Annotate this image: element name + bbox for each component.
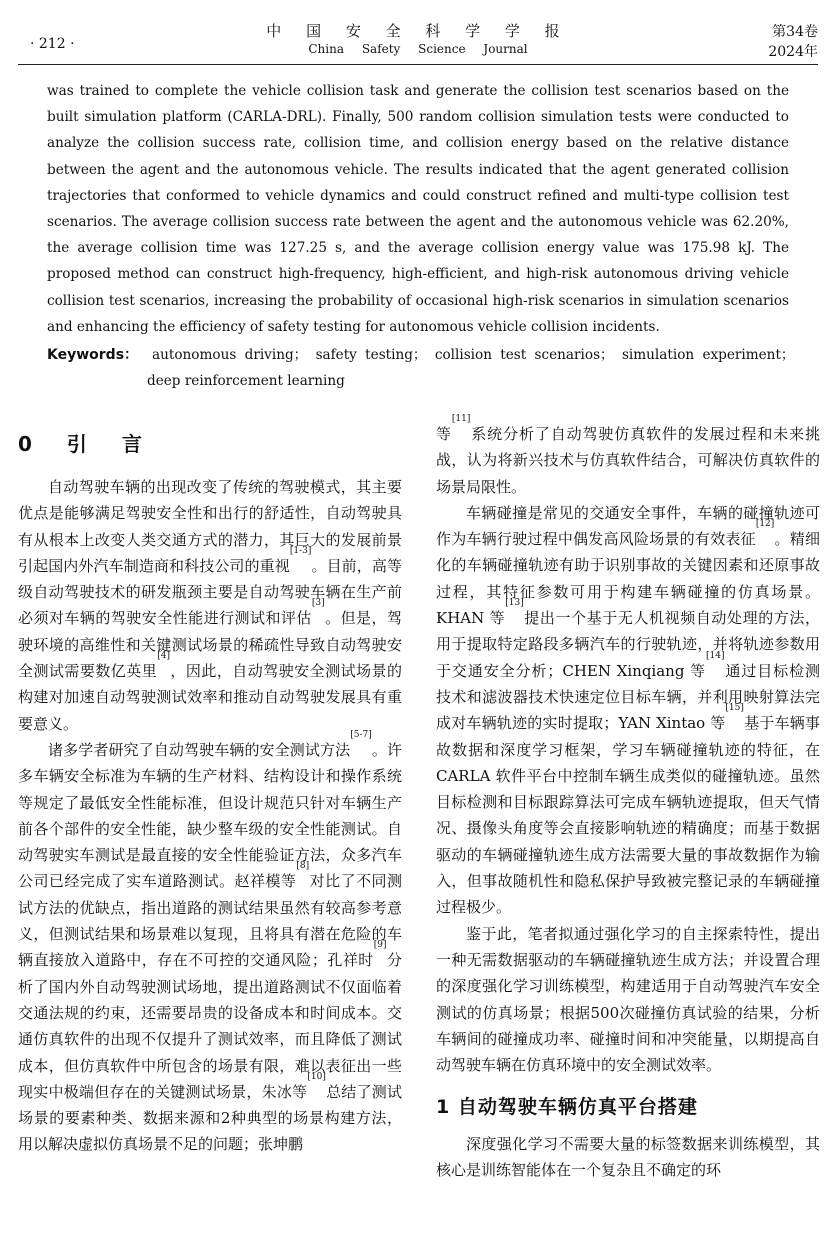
text-run: ，因此，自动驾驶安全测试场景的构建对加速自动驾驶测试效率和推动自动驾驶发展具有重要意义。 [18,662,402,733]
left-column [18,474,402,1158]
keywords-line1: autonomous driving； safety testing； collision test scenarios； simulation experiment； [152,347,795,363]
text-run: 自动驾驶车辆的出现改变了传统的驾驶模式，其主要优点是能够满足驾驶安全性和出行的舒适性，自动驾驶具有从根本上改变人类交通方式的潜力，其巨大的发展前景引起国内外汽车制造商和科技公司的重视 [18,478,402,575]
text-run: 。但是，驾驶环境的高维性和关键测试场景的稀疏性导致自动驾驶安全测试需要数亿英里 [18,609,402,681]
journal-title-cn: 中 国 安 全 科 学 学 报 [266,22,570,40]
text-run: 分析了国内外自动驾驶测试场地，提出道路测试不仅面临着交通法规的约束，还需要昂贵的设备成本和时间成本。交通仿真软件的出现不仅提升了测试效率，而且降低了测试成本，但仿真软件中所包含的场景有限，难以表征出一些现实中极端但存在的关键测试场景，朱冰等 [18,951,402,1101]
citation: [3] [311,598,325,609]
citation: [11] [451,414,471,424]
text-run: 。精细化的车辆碰撞轨迹有助于识别事故的关键因素和还原事故过程，其特征参数可用于构建车辆碰撞的仿真场景。KHAN 等 [436,530,820,628]
running-header [0,0,836,66]
abstract-text: was trained to complete the vehicle collision task and generate the collision test scenarios based on the built simulation platform (CARLA-DRL). Finally, 500 random collision simulation tests were conducted to analyze the collision success rate, collision time, and collision energy based on the relative distance between the agent and the autonomous vehicle. The results indicated that the agent generated collision trajectories that conformed to vehicle dynamics and could construct refined and multi-type collision test scenarios. The average collision success rate between the agent and the autonomous vehicle was 62.20%, the average collision time was 127.25 s, and the average collision energy value was 175.98 kJ. The proposed method can construct high-frequency, high-efficient, and high-risk autonomous driving vehicle collision test scenarios, increasing the probability of occasional high-risk scenarios in simulation scenarios and enhancing the efficiency of safety testing for autonomous vehicle collision incidents. [47,83,789,335]
volume: 第34卷 [772,24,818,40]
text-run: 车辆碰撞是常见的交通安全事件，车辆的碰撞轨迹可作为车辆行驶过程中偶发高风险场景的有效表征 [436,503,820,549]
citation: [8] [296,861,310,872]
year: 2024年 [768,44,818,60]
citation: [13] [505,598,524,609]
citation: [5-7] [350,729,372,740]
text-run: 。许多车辆安全标准为车辆的生产材料、结构设计和操作系统等规定了最低安全性能标准，但设计规范只针对车辆生产前各个部件的安全性能，缺少整车级的安全性能测试。自动驾驶实车测试是最直接的安全性能验证方法，众多汽车公司已经完成了实车道路测试。赵祥模等 [18,740,402,891]
paragraph: 深度强化学习不需要大量的标签数据来训练模型，其核心是训练智能体在一个复杂且不确定的环 [436,1134,820,1180]
keywords-line2: deep reinforcement learning [147,373,345,389]
text-run: 总结了测试场景的要素种类、数据来源和2种典型的场景构建方法，用以解决虚拟仿真场景不足的问题；张坤鹏 [18,1082,402,1154]
header-rule [18,64,818,65]
text-run: 通过目标检测技术和滤波器技术快速定位目标车辆，并利用映射算法完成对车辆轨迹的实时提取；YAN Xintao 等 [436,661,820,733]
citation: [10] [307,1071,326,1082]
paragraph: 鉴于此，笔者拟通过强化学习的自主探索特性，提出一种无需数据驱动的车辆碰撞轨迹生成方法；并设置合理的深度强化学习训练模型，构建适用于自动驾驶汽车安全测试的仿真场景；根据500次碰撞仿真试验的结果，分析车辆间的碰撞成功率、碰撞时间和冲突能量，以期提高自动驾驶车辆在仿真环境中的安全测试效率。 [436,924,820,1075]
citation: [9] [373,940,387,951]
text-run: 系统分析了自动驾驶仿真软件的发展过程和未来挑战，认为将新兴技术与仿真软件结合，可解决仿真软件的场景局限性。 [436,425,820,496]
text-run: 对比了不同测试方法的优缺点，指出道路的测试结果虽然有较高参考意义，但测试结果和场景难以复现，且将具有潜在危险的车辆直接放入道路中，存在不可控的交通风险；孔祥时 [18,872,402,970]
volume-year [768,22,818,62]
citation: [1-3] [289,545,312,556]
citation: [15] [725,703,744,714]
section-heading-intro: 0 引 言 [18,432,156,456]
keywords-label: Keywords： [47,347,139,363]
citation: [12] [755,519,775,530]
right-column [436,414,820,1183]
keywords [47,342,807,394]
paragraph [436,500,820,921]
page-number: · 212 · [30,36,75,52]
paragraph [18,474,402,737]
paragraph [18,729,402,1158]
text-run: 等 [436,425,452,443]
text-run: 诸多学者研究了自动驾驶车辆的安全测试方法 [48,740,351,759]
paragraph [436,414,820,500]
text-run: 。目前，高等级自动驾驶技术的研发瓶颈主要是自动驾驶车辆在生产前必须对车辆的驾驶安全性能进行测试和评估 [18,556,402,628]
abstract-en [47,78,789,340]
citation: [14] [706,650,725,661]
section-heading-platform: 1 自动驾驶车辆仿真平台搭建 [436,1096,698,1119]
journal-title-en: China Safety Science Journal [308,42,528,56]
text-run: 基于车辆事故数据和深度学习框架，学习车辆碰撞轨迹的特征，在 CARLA 软件平台中控制车辆生成类似的碰撞轨迹。虽然目标检测和目标跟踪算法可完成车辆轨迹提取，但天气情况、摄像头角度等会直接影响轨迹的精确度；而基于数据驱动的车辆碰撞轨迹生成方法需要大量的事故数据作为输入，但事故随机性和隐私保护导致被完整记录的车辆碰撞过程极少。 [436,714,820,917]
text-run: 提出一个基于无人机视频自动处理的方法，用于提取特定路段多辆汽车的行驶轨迹，并将轨迹参数用于交通安全分析；CHEN Xinqiang 等 [436,609,820,680]
citation: [4] [157,651,170,662]
